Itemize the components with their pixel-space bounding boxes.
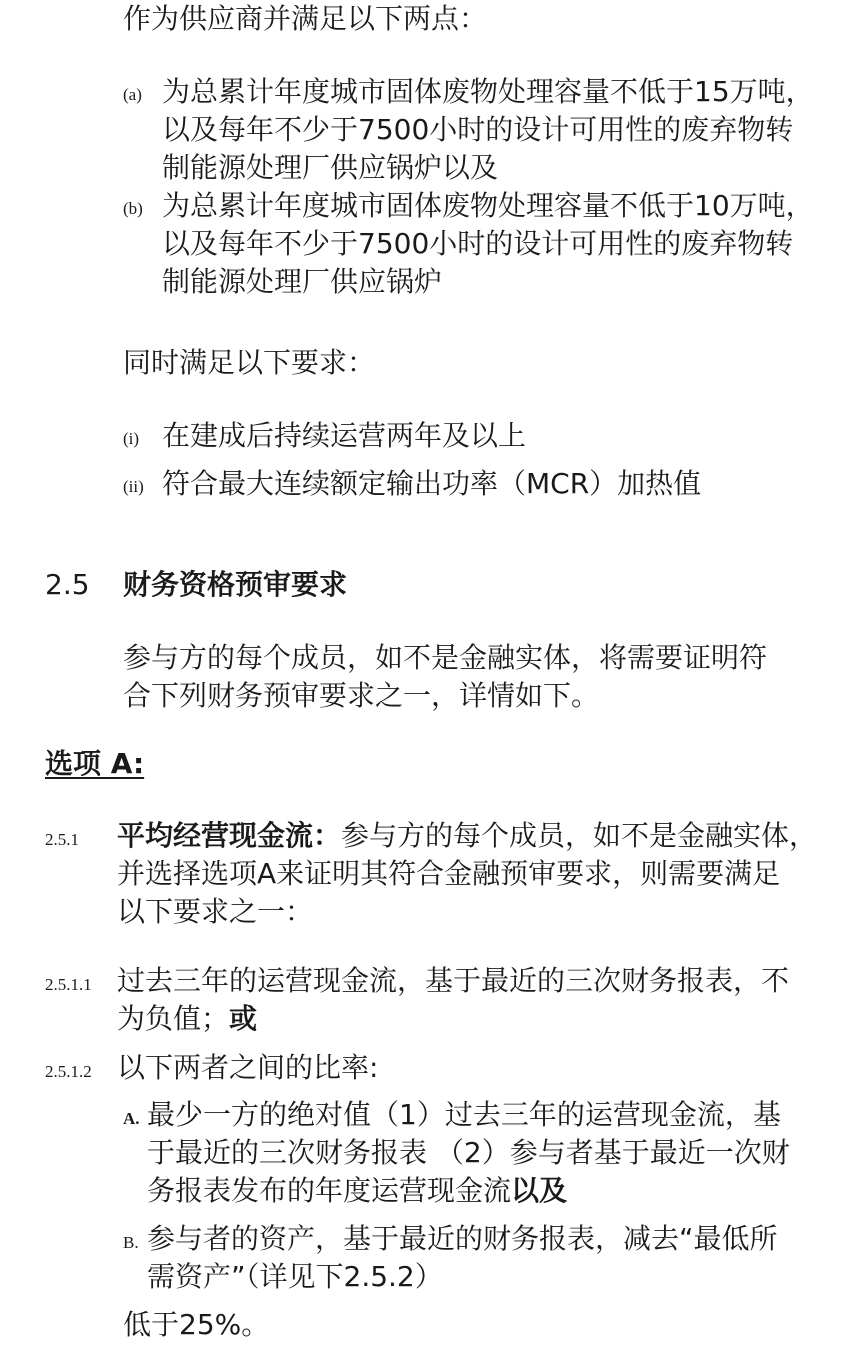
item-b-line-1: 为总累计年度城市固体废物处理容量不低于10万吨， [162, 189, 814, 222]
section-number: 2.5 [45, 568, 90, 601]
item-i-marker: (i) [123, 429, 140, 448]
sub-a-line-3-text: 务报表发布的年度运营现金流 [147, 1174, 512, 1207]
item-b-line-2: 以及每年不少于7500小时的设计可用性的废弃物转 [162, 227, 794, 260]
sub-a-and: 以及 [511, 1174, 568, 1207]
item-a-line-1: 为总累计年度城市固体废物处理容量不低于15万吨， [162, 75, 814, 108]
item-a-line-3: 制能源处理厂供应锅炉以及 [162, 151, 499, 184]
option-a-heading: 选项 A: [45, 747, 145, 780]
clause-2-5-1-line-1-text: 参与方的每个成员，如不是金融实体， [341, 819, 818, 852]
sub-a-line-1: 最少一方的绝对值（1）过去三年的运营现金流，基 [147, 1098, 781, 1131]
clause-2-5-1-line-2: 并选择选项A来证明其符合金融预审要求，则需要满足 [117, 857, 781, 890]
sub-b-marker: B. [123, 1233, 139, 1252]
item-a-marker: (a) [123, 85, 142, 104]
clause-2-5-1-1-line-2-text: 为负值； [117, 1002, 230, 1035]
item-a-line-2: 以及每年不少于7500小时的设计可用性的废弃物转 [162, 113, 794, 146]
item-i-text: 在建成后持续运营两年及以上 [162, 419, 527, 452]
clause-2-5-1-1-line-2 [117, 1001, 257, 1037]
section-title: 财务资格预审要求 [123, 568, 348, 601]
clause-2-5-1-1-number: 2.5.1.1 [45, 975, 92, 994]
sub-b-line-2: 需资产”（详见下2.5.2） [147, 1260, 443, 1293]
sub-b-line-1: 参与者的资产，基于最近的财务报表，减去“最低所 [147, 1222, 778, 1255]
clause-2-5-1-line-3: 以下要求之一： [117, 895, 314, 928]
sub-a-marker: A. [123, 1109, 140, 1128]
clause-2-5-1-line-1 [117, 818, 817, 854]
section-para-line-2: 合下列财务预审要求之一，详情如下。 [123, 679, 600, 712]
item-b-marker: (b) [123, 199, 143, 218]
clause-2-5-1-1-line-1: 过去三年的运营现金流，基于最近的三次财务报表，不 [117, 964, 790, 997]
clause-2-5-1-lead: 平均经营现金流： [117, 819, 342, 852]
clause-2-5-1-1-or: 或 [229, 1002, 258, 1035]
sub-a-line-3 [147, 1173, 567, 1209]
clause-2-5-1-2-number: 2.5.1.2 [45, 1062, 92, 1081]
item-ii-text: 符合最大连续额定输出功率（MCR）加热值 [162, 467, 702, 500]
clause-2-5-1-2-text: 以下两者之间的比率: [117, 1051, 379, 1084]
section-para-line-1: 参与方的每个成员，如不是金融实体，将需要证明符 [123, 641, 768, 674]
clause-2-5-1-number: 2.5.1 [45, 830, 79, 849]
item-ii-marker: (ii) [123, 477, 144, 496]
intro-text: 作为供应商并满足以下两点： [123, 2, 488, 35]
also-text: 同时满足以下要求： [123, 346, 376, 379]
item-b-line-3: 制能源处理厂供应锅炉 [162, 265, 443, 298]
closing-text: 低于25%。 [123, 1308, 270, 1341]
sub-a-line-2: 于最近的三次财务报表 （2）参与者基于最近一次财 [147, 1136, 790, 1169]
